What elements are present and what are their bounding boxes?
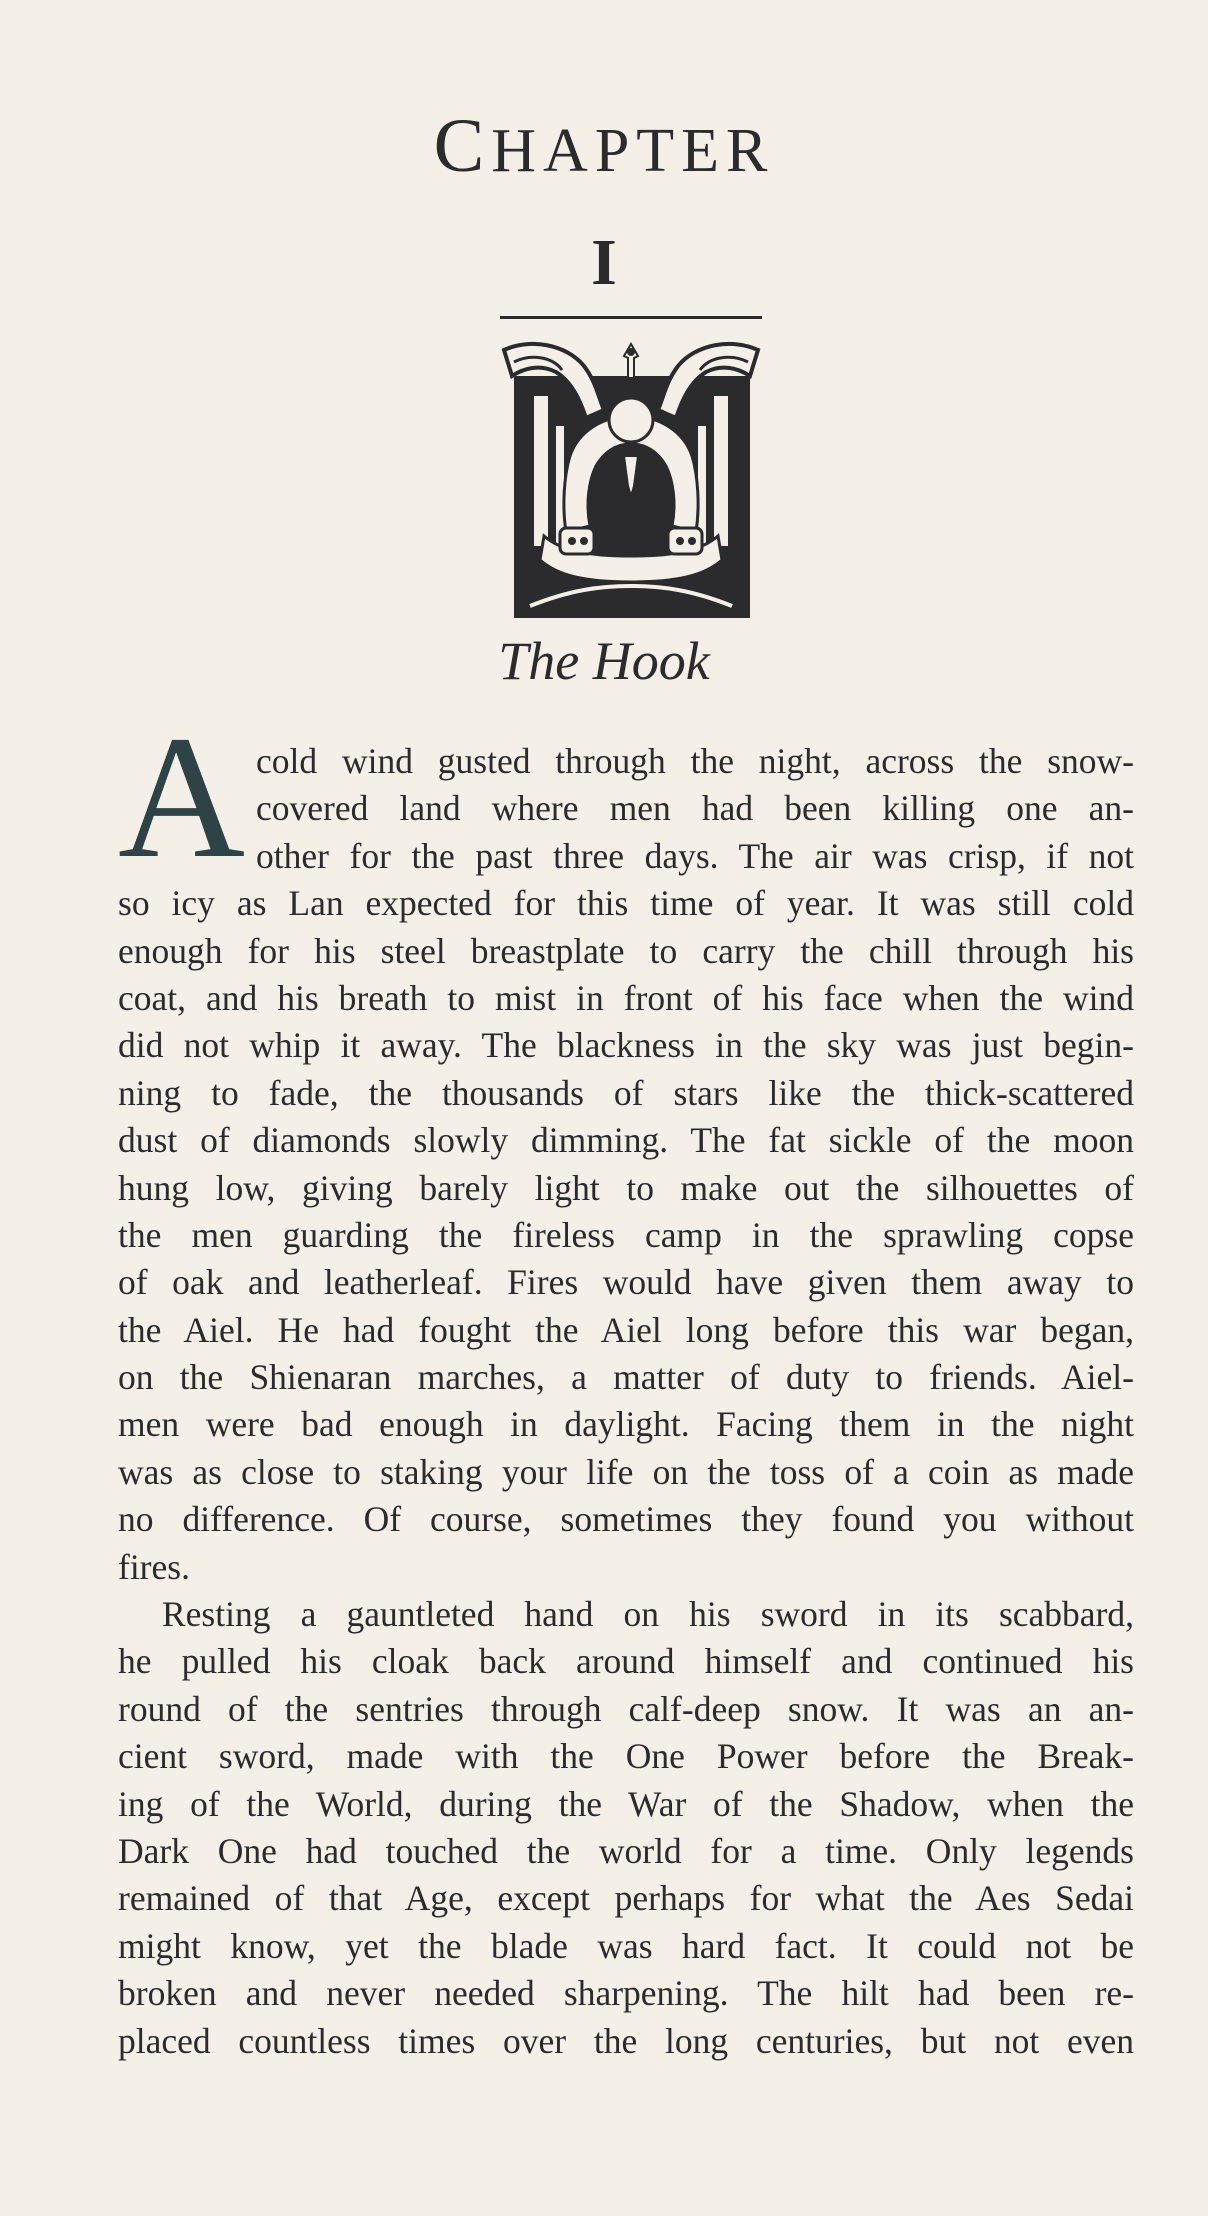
chapter-heading-initial: C <box>433 104 492 188</box>
paragraph-2 <box>118 1591 1134 2065</box>
body-line: cient sword, made with the One Power before the Break- <box>118 1736 1134 1777</box>
body-line: enough for his steel breastplate to carry the chill through his <box>118 930 1134 971</box>
chapter-title: The Hook <box>498 631 710 691</box>
body-line: he pulled his cloak back around himself and continued his <box>118 1641 1134 1682</box>
drop-cap-letter: A <box>118 700 246 895</box>
body-line: the men guarding the fireless camp in the sprawling copse <box>118 1214 1134 1255</box>
body-line: was as close to staking your life on the toss of a coin as made <box>118 1451 1134 1492</box>
body-line: Dark One had touched the world for a time. Only legends <box>118 1830 1134 1871</box>
body-line: fires. <box>118 1546 190 1587</box>
body-line: men were bad enough in daylight. Facing them in the night <box>118 1404 1134 1445</box>
body-line: coat, and his breath to mist in front of his face when the wind <box>118 977 1134 1018</box>
body-line: remained of that Age, except perhaps for what the Aes Sedai <box>118 1878 1134 1919</box>
body-line: covered land where men had been killing one an- <box>256 788 1134 829</box>
body-line: did not whip it away. The blackness in the sky was just begin- <box>118 1025 1134 1066</box>
body-line: round of the sentries through calf-deep snow. It was an an- <box>118 1688 1134 1729</box>
body-line: no difference. Of course, sometimes they found you without <box>118 1499 1134 1540</box>
body-line: other for the past three days. The air was crisp, if not <box>256 835 1134 876</box>
body-line: so icy as Lan expected for this time of year. It was still cold <box>118 883 1134 924</box>
chapter-heading <box>0 104 1208 188</box>
body-line: placed countless times over the long centuries, but not even <box>118 2020 1134 2061</box>
body-line: on the Shienaran marches, a matter of duty to friends. Aiel- <box>118 1357 1134 1398</box>
body-line: might know, yet the blade was hard fact. It could not be <box>118 1925 1134 1966</box>
chapter-body <box>118 738 1134 2065</box>
body-line: hung low, giving barely light to make out the silhouettes of <box>118 1167 1134 1208</box>
body-line: broken and never needed sharpening. The hilt had been re- <box>118 1973 1134 2014</box>
heading-rule <box>500 316 762 319</box>
body-line: Resting a gauntleted hand on his sword in its scabbard, <box>162 1594 1134 1635</box>
body-line: cold wind gusted through the night, across the snow- <box>256 741 1134 781</box>
chapter-number: I <box>591 226 617 299</box>
dragon-banner-emblem-icon <box>500 336 762 624</box>
body-line: ning to fade, the thousands of stars like the thick-scattered <box>118 1072 1134 1113</box>
body-line: dust of diamonds slowly dimming. The fat sickle of the moon <box>118 1120 1134 1161</box>
chapter-heading-rest: HAPTER <box>491 117 775 185</box>
body-line: of oak and leatherleaf. Fires would have given them away to <box>118 1262 1134 1303</box>
body-line: the Aiel. He had fought the Aiel long before this war began, <box>118 1309 1134 1350</box>
paragraph-1 <box>118 738 1134 1591</box>
body-line: ing of the World, during the War of the Shadow, when the <box>118 1783 1134 1824</box>
